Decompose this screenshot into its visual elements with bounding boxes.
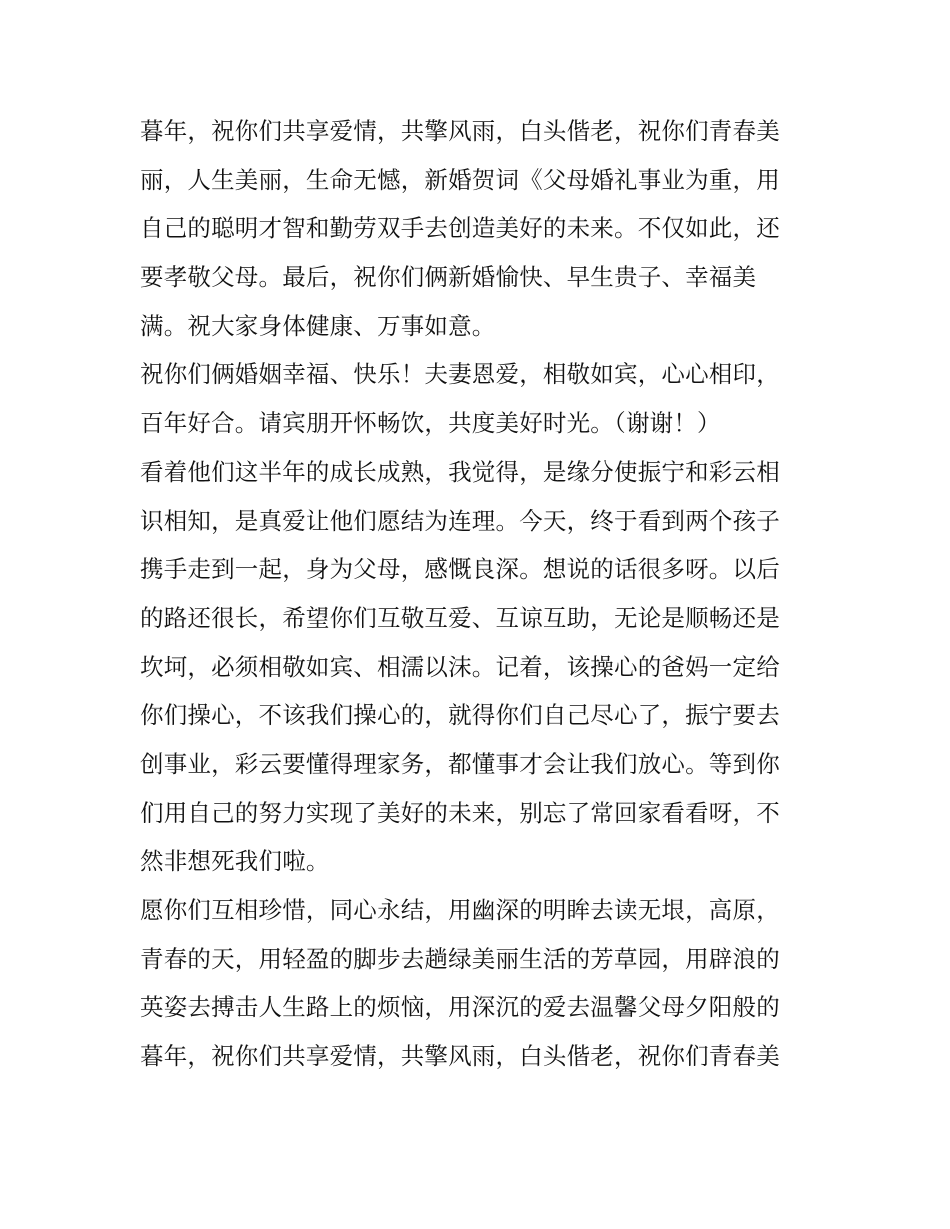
text-line: 坎坷，必须相敬如宾、相濡以沫。记着，该操心的爸妈一定给 [140, 652, 780, 681]
text-line: 百年好合。请宾朋开怀畅饮，共度美好时光。（谢谢！） [140, 409, 721, 438]
text-line: 暮年，祝你们共享爱情，共擎风雨，白头偕老，祝你们青春美 [140, 1042, 780, 1071]
text-line: 祝你们俩婚姻幸福、快乐！夫妻恩爱，相敬如宾，心心相印， [140, 360, 780, 389]
text-line: 看着他们这半年的成长成熟，我觉得，是缘分使振宁和彩云相 [140, 457, 780, 486]
text-line: 要孝敬父母。最后，祝你们俩新婚愉快、早生贵子、幸福美 [140, 263, 757, 292]
text-line: 自己的聪明才智和勤劳双手去创造美好的未来。不仅如此，还 [140, 214, 780, 243]
text-line: 然非想死我们啦。 [140, 847, 330, 876]
text-line: 丽，人生美丽，生命无憾，新婚贺词《父母婚礼事业为重，用 [140, 165, 780, 194]
text-line: 青春的天，用轻盈的脚步去趟绿美丽生活的芳草园，用辟浪的 [140, 944, 780, 973]
text-line: 满。祝大家身体健康、万事如意。 [140, 311, 496, 340]
text-line: 英姿去搏击人生路上的烦恼，用深沉的爱去温馨父母夕阳般的 [140, 993, 780, 1022]
text-line: 你们操心，不该我们操心的，就得你们自己尽心了，振宁要去 [140, 701, 780, 730]
body-text [140, 107, 820, 1081]
text-line: 暮年，祝你们共享爱情，共擎风雨，白头偕老，祝你们青春美 [140, 117, 780, 145]
text-line: 的路还很长，希望你们互敬互爱、互谅互助，无论是顺畅还是 [140, 603, 780, 632]
text-line: 识相知，是真爱让他们愿结为连理。今天，终于看到两个孩子 [140, 506, 780, 535]
text-line: 携手走到一起，身为父母，感慨良深。想说的话很多呀。以后 [140, 555, 780, 584]
text-line: 们用自己的努力实现了美好的未来，别忘了常回家看看呀，不 [140, 798, 780, 827]
text-line: 愿你们互相珍惜，同心永结，用幽深的明眸去读无垠，高原， [140, 896, 780, 924]
text-line: 创事业，彩云要懂得理家务，都懂事才会让我们放心。等到你 [140, 749, 780, 778]
